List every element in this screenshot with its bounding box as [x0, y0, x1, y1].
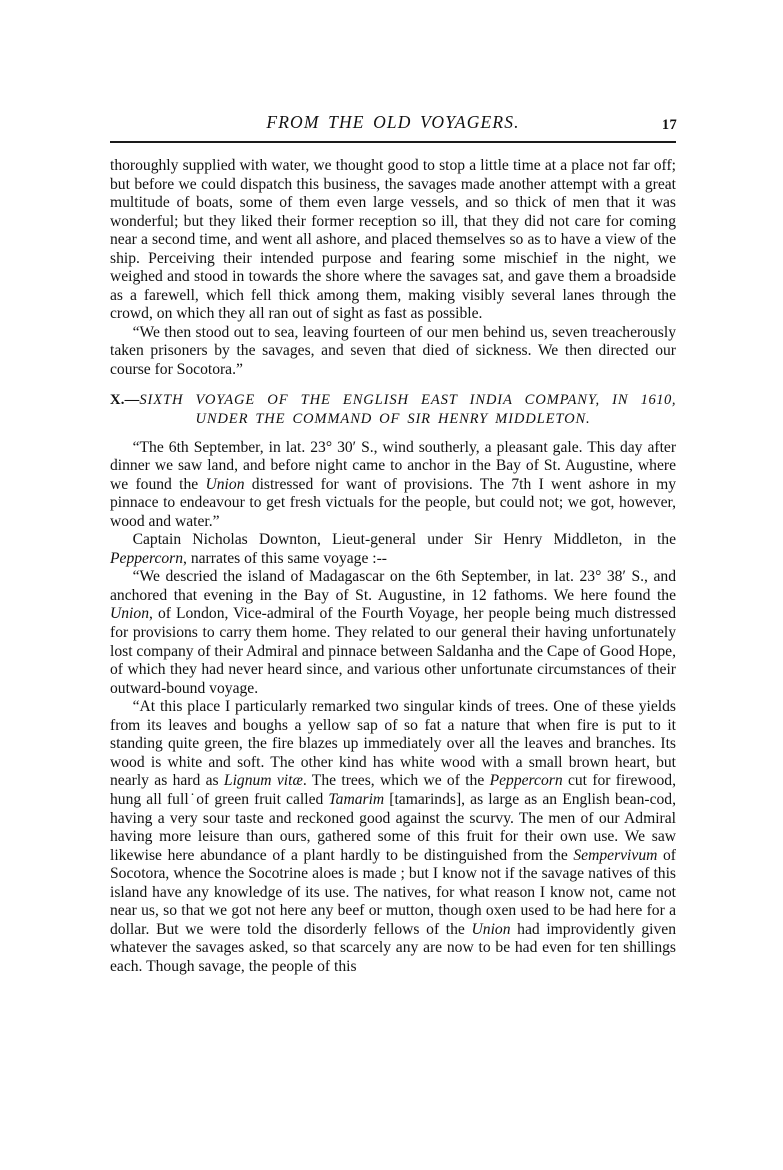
header-rule — [110, 141, 676, 143]
section-heading — [110, 391, 676, 429]
text-run: S., and anchored that evening in the Bay of St. Augustine, in — [110, 568, 676, 604]
text-run: “At this place I particularly remarked two singular kinds of trees. One of these yields from its leaves and boughs a yellow sap of so fat a nature that when fire is put to it standing quite green, the fire blazes up immediately over all the leaves and branches. Its wood is white and soft. The other kind has white wood with a small brown heart, but nearly as hard as — [110, 698, 676, 790]
paragraph-descried-madagascar — [110, 568, 676, 698]
section-heading-line-2: UNDER THE COMMAND OF SIR HENRY MIDDLETON. — [195, 410, 591, 427]
text-run: had improvidently given whatever the savages asked, so that scarcely any are now to be had even for ten shillings each. Though savage, the people of this — [110, 920, 676, 975]
body-text — [110, 157, 676, 976]
running-head-title: FROM THE OLD VOYAGERS. — [266, 112, 520, 132]
page-content — [110, 112, 676, 976]
italic-term: Tamarim — [328, 790, 385, 808]
italic-term: Peppercorn — [110, 549, 184, 567]
text-run: cut for firewood, hung all full˙of green fruit called — [110, 772, 676, 808]
section-heading-title: SIXTH VOYAGE OF THE ENGLISH EAST INDIA COMPANY, IN — [139, 391, 641, 408]
italic-term: Lignum vitæ — [223, 772, 303, 790]
italic-term: Union — [471, 920, 511, 938]
italic-term: Union — [205, 475, 245, 493]
italic-term: Union — [110, 605, 149, 623]
paragraph-sixth-september — [110, 439, 676, 532]
paragraph-continuation: thoroughly supplied with water, we thought good to stop a little time at a place not far off; but before we could dispatch this business, the savages made another attempt with a great multitude of boats, some of them even large vessels, and so thick of men that it was wonderful; but they liked their former reception so ill, that they did not care for coming near a second time, and went all ashore, and placed themselves so as to have a view of the ship. Perceiving their intended purpose and fearing some mischief in the night, we weighed and stood in towards the shore where the savages sat, and gave them a broadside as a farewell, which fell thick among them, making visibly several lanes through the crowd, on which they all ran out of sight as fast as possible. — [110, 157, 676, 323]
page-number: 17 — [661, 117, 677, 133]
italic-term: Peppercorn — [489, 772, 563, 790]
text-run: of Socotora, whence the Socotrine aloes is made ; but I know not if the savage natives of this island have any knowledge of its use. The natives, for what reason I know not, came not near us, so that we got not here any beef or mutton, though oxen used to be had here for a dollar. But we were told the disorderly fellows of the — [110, 846, 676, 938]
oldstyle-figures: 7 — [511, 475, 520, 493]
text-run: th I went ashore in my pinnace to endeavour to get fresh victuals for the people, but could not; we got, however, wood and water.” — [110, 475, 676, 530]
paragraph-singular-trees — [110, 698, 676, 976]
text-run: Captain Nicholas Downton, Lieut-general under Sir Henry Middleton, in the — [132, 531, 676, 549]
text-run: [tamarinds], as large as an English bean-cod, having a very sour taste and reckoned good against the scurvy. The men of our Admiral having more leisure than ours, gathered some of this fruit for their own use. We saw likewise here abundance of a plant hardly to be distinguished from the — [110, 790, 676, 864]
running-head — [110, 112, 676, 142]
text-run: “The 6th September, in lat. — [132, 438, 311, 456]
text-run: “We descried the island of Madagascar on the 6th September, in lat. — [132, 568, 580, 586]
section-number: X.— — [110, 391, 140, 408]
text-run: fathoms. We here found the — [486, 586, 676, 604]
text-run: S., wind southerly, a pleasant gale. This day after dinner we saw land, and before night came to anchor in the Bay of St. Augustine, where we found the — [110, 438, 677, 493]
text-run: , narrates of this same voyage :-- — [183, 549, 387, 567]
italic-term: Sempervivum — [573, 846, 658, 864]
oldstyle-figures: 12 — [471, 586, 487, 604]
text-run: , of London, Vice-admiral of the Fourth Voyage, her people being much distressed for provisions to carry them home. They related to our general their having unfortunately lost company of their Admiral and pinnace between Saldanha and the Cape of Good Hope, of which they had never heard since, and various other unfortunate circumstances of their outward-bound voyage. — [110, 605, 676, 697]
section-heading-line-1 — [110, 391, 676, 410]
paragraph-stood-out-to-sea: “We then stood out to sea, leaving fourteen of our men behind us, seven treacherously taken prisoners by the savages, and seven that died of sickness. We then directed our course for Socotora.” — [110, 323, 676, 379]
text-run: distressed for want of provisions. The — [244, 475, 512, 493]
paragraph-captain-downton — [110, 531, 676, 568]
oldstyle-figures: 23° 38′ — [579, 568, 626, 586]
oldstyle-figures: 23° 30′ — [310, 438, 357, 456]
text-run: . The trees, which we of the — [302, 772, 490, 790]
section-heading-year: 1610, — [640, 391, 676, 408]
